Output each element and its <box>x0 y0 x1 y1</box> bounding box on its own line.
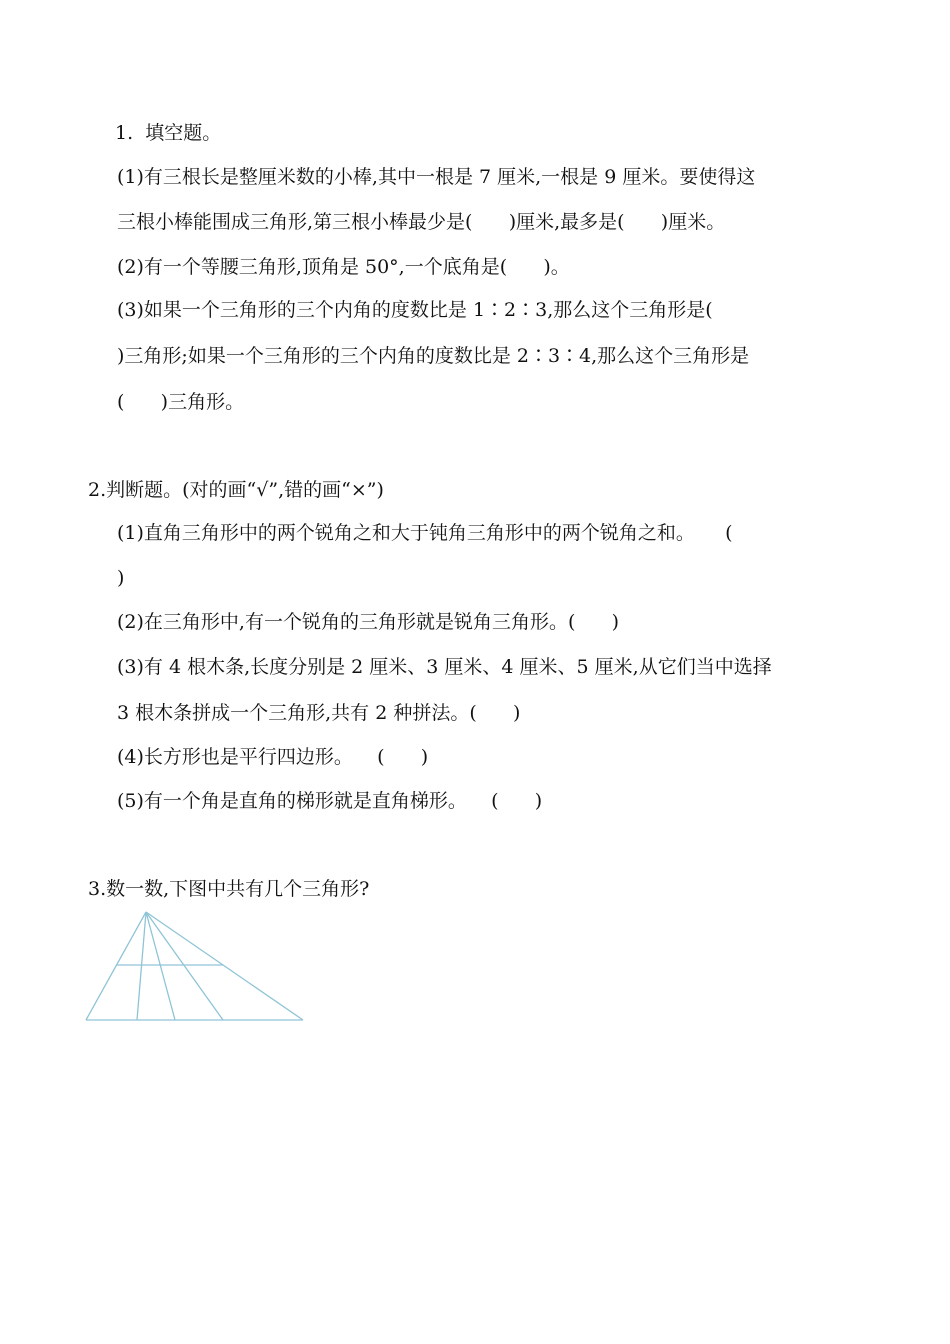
question-1-1-line-1: (1)有三根长是整厘米数的小棒,其中一根是 7 厘米,一根是 9 厘米。要使得这 <box>117 166 756 188</box>
figure-right-edge <box>146 912 303 1020</box>
question-2-3-line-2: 3 根木条拼成一个三角形,共有 2 种拼法。( ) <box>117 702 521 724</box>
question-2-2: (2)在三角形中,有一个锐角的三角形就是锐角三角形。( ) <box>117 611 620 633</box>
question-1-2: (2)有一个等腰三角形,顶角是 50°,一个底角是( )。 <box>117 256 570 278</box>
section-2-title: 2.判断题。(对的画“√”,错的画“×”) <box>88 479 384 501</box>
figure-left-edge <box>86 912 146 1020</box>
question-1-3-line-3: ( )三角形。 <box>117 391 245 413</box>
section-1-title: 1. 填空题。 <box>115 122 222 144</box>
question-1-3-line-1: (3)如果一个三角形的三个内角的度数比是 1∶2∶3,那么这个三角形是( <box>117 299 713 321</box>
question-1-1-line-2: 三根小棒能围成三角形,第三根小棒最少是( )厘米,最多是( )厘米。 <box>117 211 726 233</box>
figure-cevian-3 <box>146 912 223 1020</box>
question-2-1-line-1: (1)直角三角形中的两个锐角之和大于钝角三角形中的两个锐角之和。 ( <box>117 522 733 544</box>
question-2-4: (4)长方形也是平行四边形。 ( ) <box>117 746 429 768</box>
section-3-title: 3.数一数,下图中共有几个三角形? <box>88 878 370 900</box>
question-2-5: (5)有一个角是直角的梯形就是直角梯形。 ( ) <box>117 790 543 812</box>
triangle-counting-figure <box>84 909 306 1025</box>
question-1-3-line-2: )三角形;如果一个三角形的三个内角的度数比是 2∶3∶4,那么这个三角形是 <box>117 345 750 367</box>
figure-cevian-1 <box>137 912 146 1020</box>
question-2-1-line-2: ) <box>117 567 125 589</box>
question-2-3-line-1: (3)有 4 根木条,长度分别是 2 厘米、3 厘米、4 厘米、5 厘米,从它们当中选择 <box>117 656 772 678</box>
